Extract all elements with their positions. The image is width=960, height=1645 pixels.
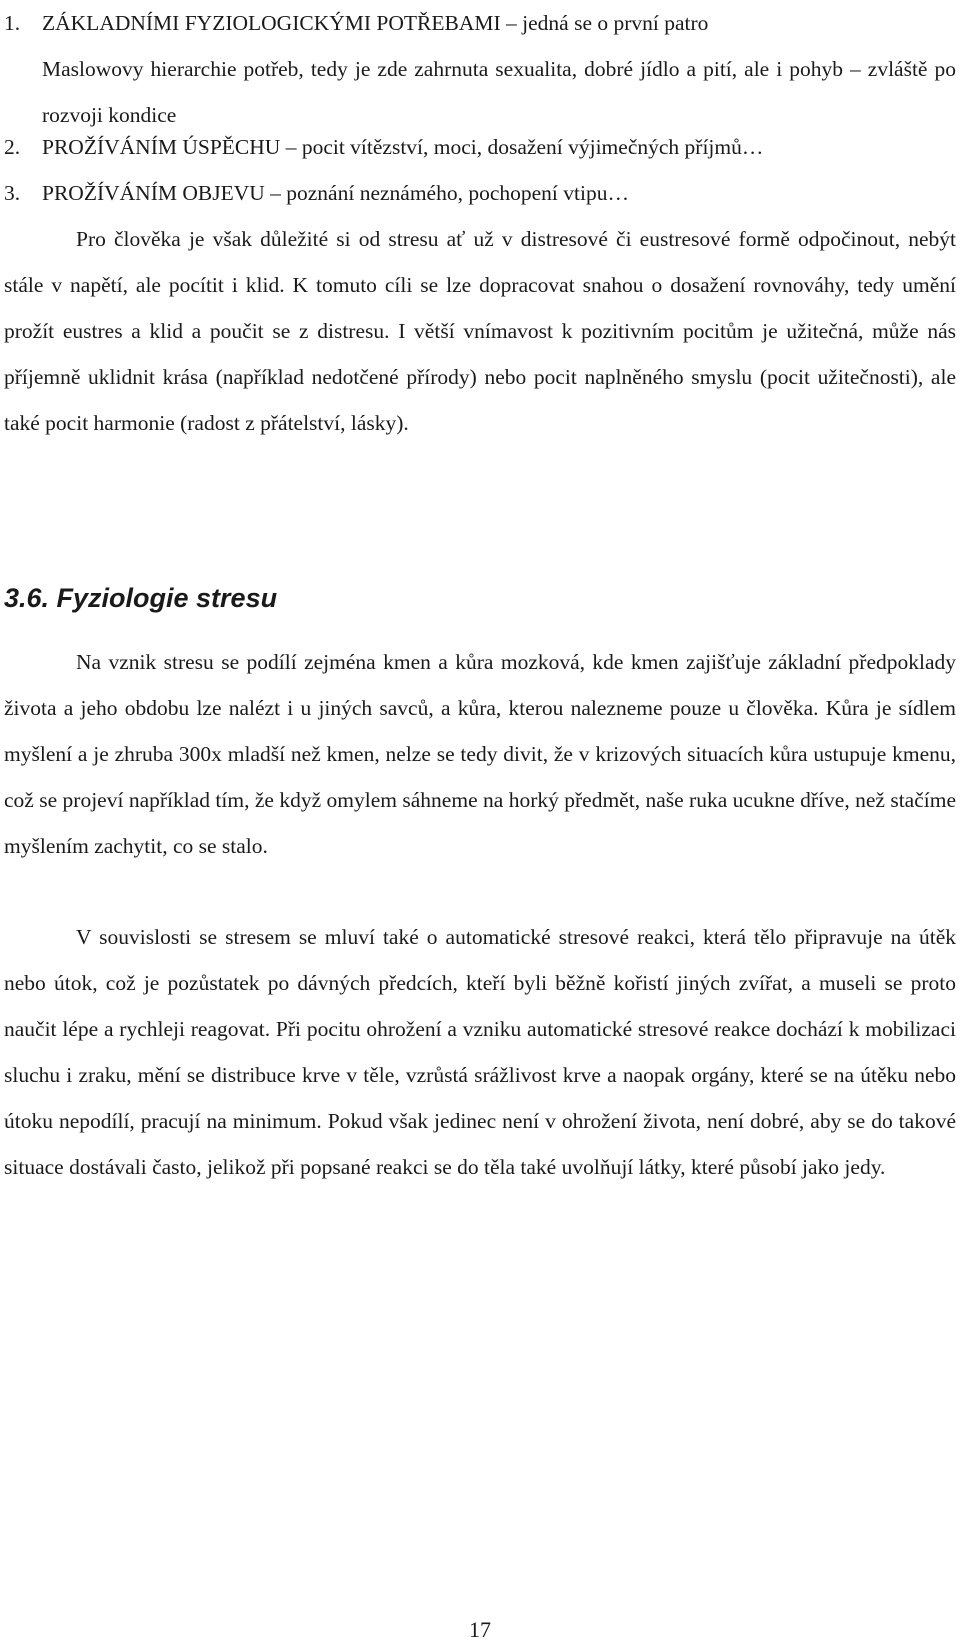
list-item-text: PROŽÍVÁNÍM OBJEVU – poznání neznámého, pochopení vtipu… <box>42 181 629 205</box>
list-item-2 <box>4 124 956 170</box>
paragraph: Pro člověka je však důležité si od stresu ať už v distresové či eustresové formě odpočinout, nebýt stále v napětí, ale pocítit i klid. K tomuto cíli se lze dopracovat snahou o dosažení rovnováhy, tedy umění prožít eustres a klid a poučit se z distresu. I větší vnímavost k pozitivním pocitům je užitečná, může nás příjemně uklidnit krása (například nedotčené přírody) nebo pocit naplněného smyslu (pocit užitečnosti), ale také pocit harmonie (radost z přátelství, lásky). <box>4 227 956 435</box>
page-number: 17 <box>469 1617 491 1642</box>
list-number: 1. <box>4 11 21 35</box>
paragraph: Na vznik stresu se podílí zejména kmen a kůra mozková, kde kmen zajišťuje základní předpoklady života a jeho obdobu lze nalézt i u jiných savců, a kůra, kterou nalezneme pouze u člověka. Kůra je sídlem myšlení a je zhruba 300x mladší než kmen, nelze se tedy divit, že v krizových situacích kůra ustupuje kmenu, což se projeví například tím, že když omylem sáhneme na horký předmět, naše ruka ucukne dříve, než stačíme myšlením zachytit, co se stalo. <box>4 650 956 858</box>
list-number: 2. <box>4 135 21 159</box>
list-item-3 <box>4 170 956 216</box>
list-item-text: PROŽÍVÁNÍM ÚSPĚCHU – pocit vítězství, moci, dosažení výjimečných příjmů… <box>42 135 764 159</box>
section-heading: 3.6. Fyziologie stresu <box>4 583 278 613</box>
paragraph: V souvislosti se stresem se mluví také o automatické stresové reakci, která tělo připravuje na útěk nebo útok, což je pozůstatek po dávných předcích, kteří byli běžně kořistí jiných zvířat, a museli se proto naučit lépe a rychleji reagovat. Při pocitu ohrožení a vzniku automatické stresové reakce dochází k mobilizaci sluchu i zraku, mění se distribuce krve v těle, vzrůstá srážlivost krve a naopak orgány, které se na útěku nebo útoku nepodílí, pracují na minimum. Pokud však jedinec není v ohrožení života, není dobré, aby se do takové situace dostávali často, jelikož při popsané reakci se do těla také uvolňují látky, které působí jako jedy. <box>4 925 956 1179</box>
list-item-continuation: Maslowovy hierarchie potřeb, tedy je zde zahrnuta sexualita, dobré jídlo a pití, ale i pohyb – zvláště po rozvoji kondice <box>42 57 956 127</box>
list-number: 3. <box>4 181 21 205</box>
list-item-text: ZÁKLADNÍMI FYZIOLOGICKÝMI POTŘEBAMI – jedná se o první patro <box>42 11 709 35</box>
list-item-1 <box>4 0 956 138</box>
